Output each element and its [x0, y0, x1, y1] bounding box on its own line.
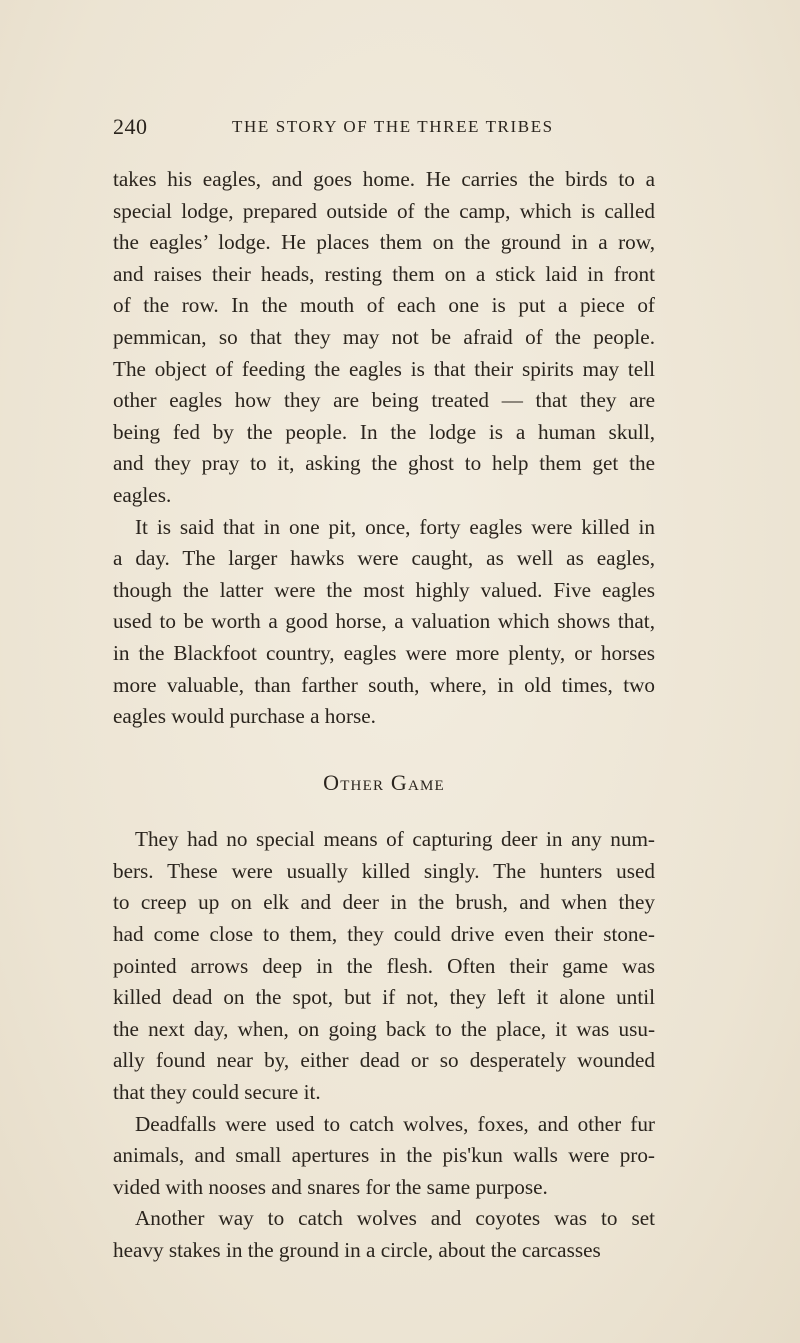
- paragraph: [113, 824, 655, 1108]
- text-line: to creep up on elk and deer in the brush, and when they: [113, 890, 655, 915]
- page-header: [113, 114, 673, 146]
- text-line: used to be worth a good horse, a valuation which shows that,: [113, 609, 655, 634]
- text-line: had come close to them, they could drive even their stone-: [113, 922, 655, 947]
- post-heading-text: [113, 824, 655, 1266]
- text-line: the eagles’ lodge. He places them on the ground in a row,: [113, 230, 655, 255]
- text-line: bers. These were usually killed singly. The hunters used: [113, 858, 655, 883]
- text-line: pemmican, so that they may not be afraid of the people.: [113, 324, 655, 349]
- pre-heading-text: [113, 164, 655, 733]
- text-line: being fed by the people. In the lodge is a human skull,: [113, 419, 655, 444]
- text-line: vided with nooses and snares for the same purpose.: [113, 1174, 548, 1199]
- paragraph: [113, 512, 655, 733]
- paragraph: [113, 164, 655, 512]
- paragraph: [113, 1203, 655, 1266]
- text-line: more valuable, than farther south, where, in old times, two: [113, 672, 655, 697]
- text-line: of the row. In the mouth of each one is put a piece of: [113, 293, 655, 318]
- paragraph: [113, 1109, 655, 1204]
- text-line: eagles would purchase a horse.: [113, 704, 376, 729]
- text-line: though the latter were the most highly valued. Five eagles: [113, 577, 655, 602]
- running-title: THE STORY OF THE THREE TRIBES: [232, 117, 554, 136]
- text-line: killed dead on the spot, but if not, they left it alone until: [113, 985, 655, 1010]
- text-line: that they could secure it.: [113, 1080, 321, 1105]
- text-line: Another way to catch wolves and coyotes was to set: [135, 1206, 655, 1231]
- text-line: in the Blackfoot country, eagles were more plenty, or horses: [113, 640, 655, 665]
- text-line: other eagles how they are being treated — that they are: [113, 388, 655, 413]
- text-line: a day. The larger hawks were caught, as well as eagles,: [113, 546, 655, 571]
- text-line: takes his eagles, and goes home. He carries the birds to a: [113, 167, 655, 191]
- text-line: and raises their heads, resting them on a stick laid in front: [113, 261, 655, 286]
- text-line: eagles.: [113, 482, 172, 507]
- text-line: heavy stakes in the ground in a circle, about the carcasses: [113, 1238, 601, 1262]
- page-number: 240: [113, 114, 148, 139]
- section-heading: Other Game: [323, 769, 445, 795]
- text-line: the next day, when, on going back to the place, it was usu-: [113, 1016, 655, 1041]
- body-text: [113, 164, 655, 1267]
- text-line: animals, and small apertures in the pis'kun walls were pro-: [113, 1143, 655, 1168]
- text-line: They had no special means of capturing deer in any num-: [135, 827, 655, 852]
- text-line: and they pray to it, asking the ghost to help them get the: [113, 451, 655, 476]
- text-line: special lodge, prepared outside of the camp, which is called: [113, 198, 655, 223]
- text-line: The object of feeding the eagles is that their spirits may tell: [113, 356, 655, 381]
- text-line: It is said that in one pit, once, forty eagles were killed in: [135, 514, 655, 539]
- text-line: ally found near by, either dead or so desperately wounded: [113, 1048, 655, 1073]
- text-line: pointed arrows deep in the flesh. Often their game was: [113, 953, 655, 978]
- text-line: Deadfalls were used to catch wolves, foxes, and other fur: [135, 1111, 655, 1136]
